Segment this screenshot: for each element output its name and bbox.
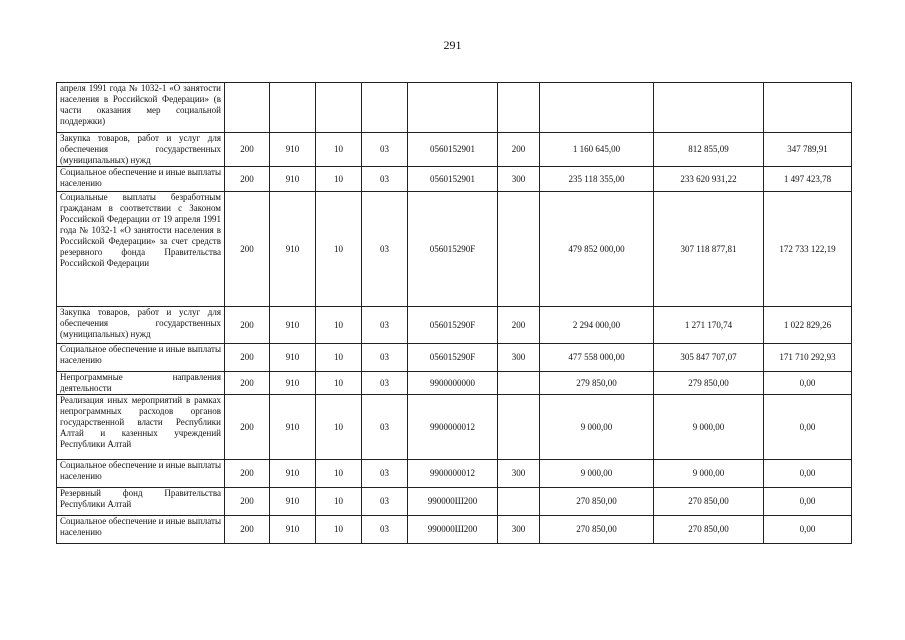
grbs-cell: 200 [225, 488, 270, 516]
page-number: 291 [443, 38, 462, 52]
description-cell: Реализация иных мероприятий в рамках непрограммных расходов органов государственной власти Республики Алтай и казенных учреждений Республики Алтай [57, 395, 225, 460]
remainder-sum-cell: 347 789,91 [764, 133, 852, 167]
description-cell: Закупка товаров, работ и услуг для обеспечения государственных (муниципальных) нужд [57, 133, 225, 167]
vr-cell: 200 [498, 307, 540, 344]
razdel-cell: 10 [316, 167, 362, 192]
plan-sum-cell: 479 852 000,00 [540, 192, 654, 307]
csr-cell: 990000Ш200 [408, 516, 498, 544]
razdel-cell: 10 [316, 460, 362, 488]
table-row [57, 460, 852, 488]
vr-cell: 300 [498, 167, 540, 192]
csr-cell: 9900000000 [408, 372, 498, 395]
vr-cell [498, 395, 540, 460]
podrazdel-cell: 03 [362, 372, 408, 395]
description-cell: Социальное обеспечение и иные выплаты населению [57, 344, 225, 372]
razdel-cell: 10 [316, 372, 362, 395]
vr-cell: 300 [498, 460, 540, 488]
plan-sum-cell: 9 000,00 [540, 460, 654, 488]
ved-cell [270, 83, 316, 133]
ved-cell: 910 [270, 307, 316, 344]
remainder-sum-cell: 0,00 [764, 516, 852, 544]
plan-sum-cell: 9 000,00 [540, 395, 654, 460]
description-cell: Резервный фонд Правительства Республики Алтай [57, 488, 225, 516]
table-row [57, 516, 852, 544]
remainder-sum-cell: 0,00 [764, 372, 852, 395]
grbs-cell: 200 [225, 344, 270, 372]
razdel-cell: 10 [316, 133, 362, 167]
podrazdel-cell: 03 [362, 307, 408, 344]
table-row [57, 167, 852, 192]
remainder-sum-cell: 1 022 829,26 [764, 307, 852, 344]
description-cell: Социальное обеспечение и иные выплаты населению [57, 167, 225, 192]
executed-sum-cell: 307 118 877,81 [654, 192, 764, 307]
vr-cell [498, 83, 540, 133]
razdel-cell: 10 [316, 395, 362, 460]
ved-cell: 910 [270, 460, 316, 488]
table-row [57, 192, 852, 307]
ved-cell: 910 [270, 516, 316, 544]
podrazdel-cell: 03 [362, 192, 408, 307]
executed-sum-cell: 305 847 707,07 [654, 344, 764, 372]
remainder-sum-cell [764, 83, 852, 133]
vr-cell [498, 372, 540, 395]
grbs-cell: 200 [225, 395, 270, 460]
csr-cell: 9900000012 [408, 460, 498, 488]
plan-sum-cell: 477 558 000,00 [540, 344, 654, 372]
plan-sum-cell: 235 118 355,00 [540, 167, 654, 192]
remainder-sum-cell: 0,00 [764, 460, 852, 488]
csr-cell: 056015290F [408, 307, 498, 344]
ved-cell: 910 [270, 167, 316, 192]
executed-sum-cell: 270 850,00 [654, 516, 764, 544]
grbs-cell: 200 [225, 516, 270, 544]
remainder-sum-cell: 1 497 423,78 [764, 167, 852, 192]
ved-cell: 910 [270, 372, 316, 395]
podrazdel-cell [362, 83, 408, 133]
podrazdel-cell: 03 [362, 488, 408, 516]
ved-cell: 910 [270, 488, 316, 516]
grbs-cell: 200 [225, 133, 270, 167]
csr-cell: 9900000012 [408, 395, 498, 460]
podrazdel-cell: 03 [362, 460, 408, 488]
description-cell: апреля 1991 года № 1032-1 «О занятости населения в Российской Федерации» (в части оказания мер социальной поддержки) [57, 83, 225, 133]
table-row [57, 372, 852, 395]
remainder-sum-cell: 171 710 292,93 [764, 344, 852, 372]
table-row [57, 83, 852, 133]
podrazdel-cell: 03 [362, 344, 408, 372]
executed-sum-cell: 270 850,00 [654, 488, 764, 516]
table-row [57, 488, 852, 516]
ved-cell: 910 [270, 395, 316, 460]
grbs-cell: 200 [225, 167, 270, 192]
razdel-cell: 10 [316, 192, 362, 307]
csr-cell: 056015290F [408, 192, 498, 307]
plan-sum-cell: 270 850,00 [540, 488, 654, 516]
razdel-cell: 10 [316, 307, 362, 344]
executed-sum-cell: 9 000,00 [654, 460, 764, 488]
plan-sum-cell: 270 850,00 [540, 516, 654, 544]
executed-sum-cell: 233 620 931,22 [654, 167, 764, 192]
grbs-cell: 200 [225, 372, 270, 395]
razdel-cell: 10 [316, 344, 362, 372]
ved-cell: 910 [270, 344, 316, 372]
table-row [57, 344, 852, 372]
executed-sum-cell [654, 83, 764, 133]
csr-cell: 990000Ш200 [408, 488, 498, 516]
plan-sum-cell: 1 160 645,00 [540, 133, 654, 167]
grbs-cell [225, 83, 270, 133]
table-row [57, 307, 852, 344]
description-cell: Непрограммные направления деятельности [57, 372, 225, 395]
vr-cell [498, 192, 540, 307]
grbs-cell: 200 [225, 460, 270, 488]
executed-sum-cell: 9 000,00 [654, 395, 764, 460]
vr-cell: 200 [498, 133, 540, 167]
grbs-cell: 200 [225, 192, 270, 307]
podrazdel-cell: 03 [362, 516, 408, 544]
description-cell: Социальное обеспечение и иные выплаты населению [57, 516, 225, 544]
executed-sum-cell: 1 271 170,74 [654, 307, 764, 344]
remainder-sum-cell: 0,00 [764, 488, 852, 516]
csr-cell [408, 83, 498, 133]
plan-sum-cell: 279 850,00 [540, 372, 654, 395]
csr-cell: 0560152901 [408, 133, 498, 167]
budget-table [56, 82, 852, 544]
description-cell: Социальное обеспечение и иные выплаты населению [57, 460, 225, 488]
razdel-cell [316, 83, 362, 133]
csr-cell: 0560152901 [408, 167, 498, 192]
razdel-cell: 10 [316, 488, 362, 516]
description-cell: Социальные выплаты безработным гражданам в соответствии с Законом Российской Федерации от 19 апреля 1991 года № 1032-1 «О занятости населения в Российской Федерации» за счет средств резервного фонда Правительства Российской Федерации [57, 192, 225, 307]
podrazdel-cell: 03 [362, 133, 408, 167]
podrazdel-cell: 03 [362, 395, 408, 460]
podrazdel-cell: 03 [362, 167, 408, 192]
grbs-cell: 200 [225, 307, 270, 344]
plan-sum-cell [540, 83, 654, 133]
csr-cell: 056015290F [408, 344, 498, 372]
ved-cell: 910 [270, 133, 316, 167]
ved-cell: 910 [270, 192, 316, 307]
vr-cell: 300 [498, 516, 540, 544]
vr-cell [498, 488, 540, 516]
description-cell: Закупка товаров, работ и услуг для обеспечения государственных (муниципальных) нужд [57, 307, 225, 344]
razdel-cell: 10 [316, 516, 362, 544]
executed-sum-cell: 812 855,09 [654, 133, 764, 167]
remainder-sum-cell: 0,00 [764, 395, 852, 460]
executed-sum-cell: 279 850,00 [654, 372, 764, 395]
remainder-sum-cell: 172 733 122,19 [764, 192, 852, 307]
table-row [57, 395, 852, 460]
vr-cell: 300 [498, 344, 540, 372]
table-row [57, 133, 852, 167]
plan-sum-cell: 2 294 000,00 [540, 307, 654, 344]
